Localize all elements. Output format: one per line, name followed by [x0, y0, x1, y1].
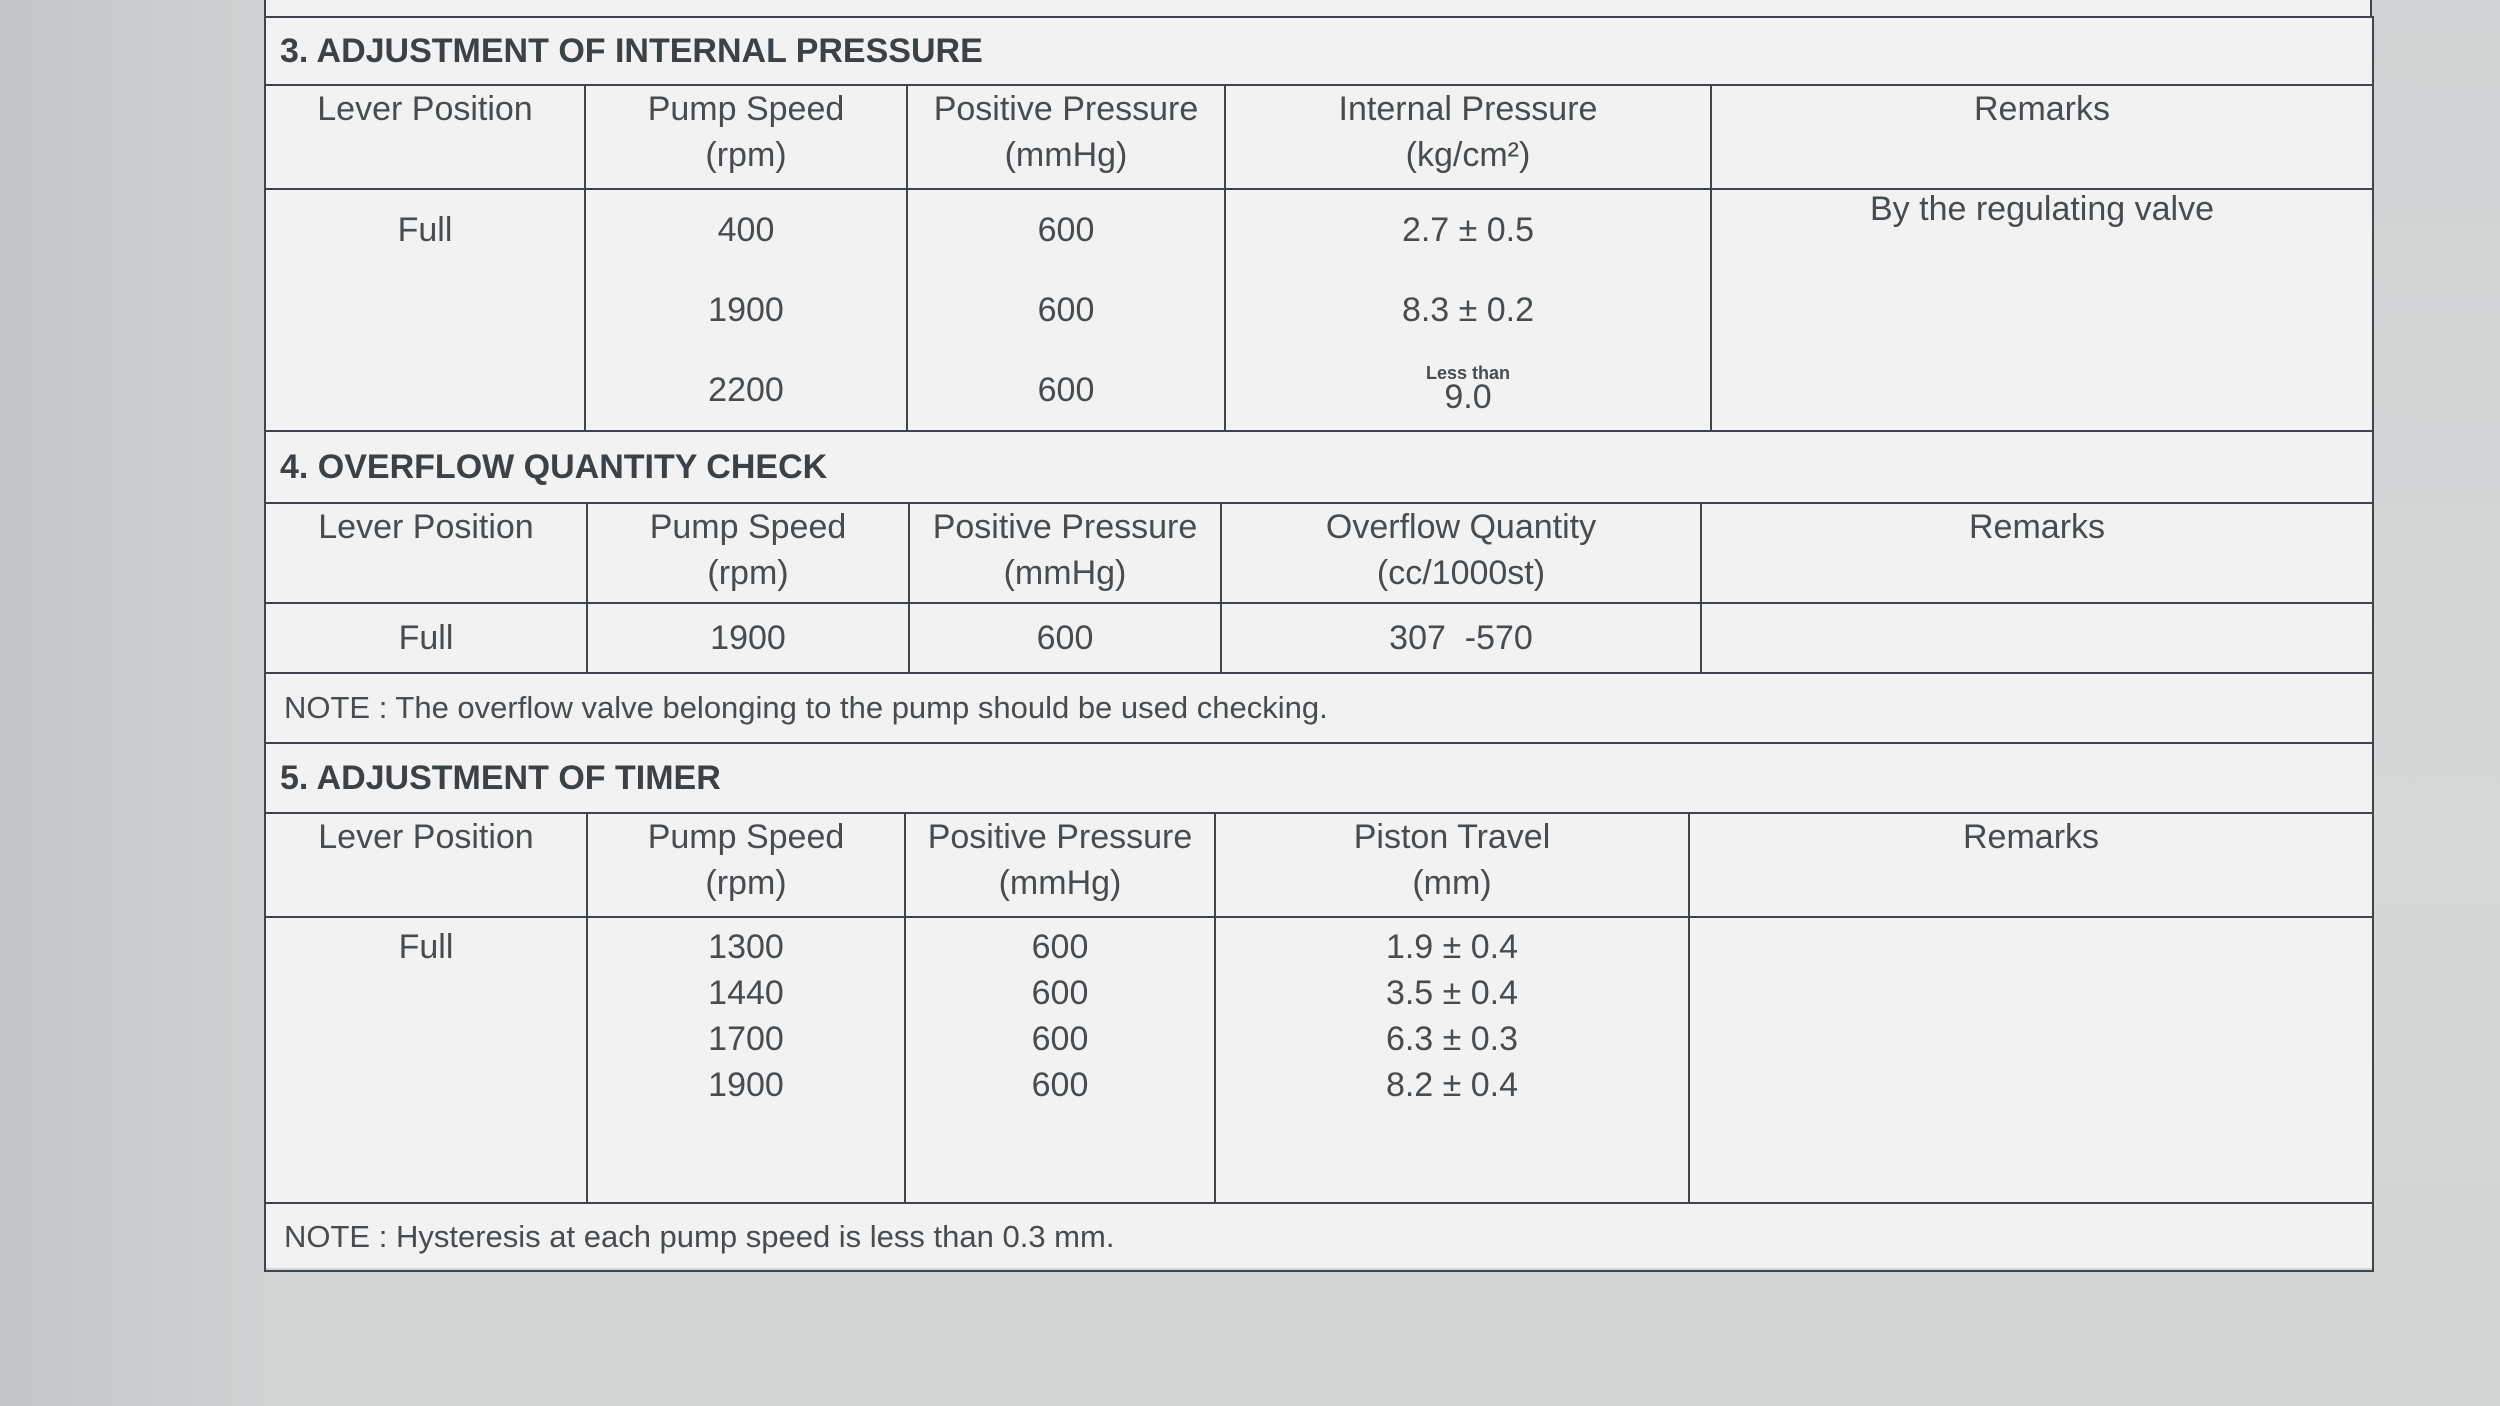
positive-pressure-value: 600 — [1031, 928, 1089, 966]
header-pump-speed: Pump Speed (rpm) — [585, 85, 907, 189]
piston-travel-value: 6.3 ± 0.3 — [1385, 1020, 1519, 1058]
section-4-header-row — [265, 503, 2373, 603]
cell-lever: Full — [265, 603, 587, 673]
header-pump-speed: Pump Speed (rpm) — [587, 813, 905, 917]
cell-remark: By the regulating valve — [1711, 189, 2373, 431]
cell-lever: Full — [265, 189, 585, 431]
header-remarks: Remarks — [1701, 503, 2373, 603]
cell-pump-speeds — [585, 189, 907, 431]
internal-pressure-value: 2.7 ± 0.5 — [1401, 211, 1535, 249]
pump-speed-value: 1440 — [708, 974, 784, 1012]
cell-internal-pressures — [1225, 189, 1711, 431]
pump-speed-value: 1300 — [708, 928, 784, 966]
cell-positive-pressures — [905, 917, 1215, 1203]
pump-speed-value: 2200 — [708, 371, 784, 409]
section-3-data-row — [265, 189, 2373, 431]
section-5-header-row — [265, 813, 2373, 917]
header-positive-pressure: Positive Pressure (mmHg) — [909, 503, 1221, 603]
header-pump-speed: Pump Speed (rpm) — [587, 503, 909, 603]
cell-positive-pressures — [907, 189, 1225, 431]
header-lever-position: Lever Position — [265, 85, 585, 189]
header-positive-pressure: Positive Pressure (mmHg) — [905, 813, 1215, 917]
header-overflow-quantity: Overflow Quantity (cc/1000st) — [1221, 503, 1701, 603]
pump-speed-value: 1900 — [708, 1066, 784, 1104]
section-3-title: 3. ADJUSTMENT OF INTERNAL PRESSURE — [265, 17, 2373, 85]
header-lever-position: Lever Position — [265, 813, 587, 917]
positive-pressure-value: 600 — [1031, 974, 1089, 1012]
positive-pressure-value: 600 — [1037, 291, 1095, 329]
positive-pressure-value: 600 — [1037, 371, 1095, 409]
header-positive-pressure: Positive Pressure (mmHg) — [907, 85, 1225, 189]
cell-remark — [1701, 603, 2373, 673]
cell-remark — [1689, 917, 2373, 1203]
section-5-table — [264, 742, 2374, 1272]
section-4-title: 4. OVERFLOW QUANTITY CHECK — [265, 431, 2373, 503]
header-piston-travel: Piston Travel (mm) — [1215, 813, 1689, 917]
internal-pressure-value: 9.0 — [1444, 378, 1492, 416]
header-internal-pressure: Internal Pressure (kg/cm²) — [1225, 85, 1711, 189]
cell-positive-pressure: 600 — [909, 603, 1221, 673]
cell-piston-travels — [1215, 917, 1689, 1203]
pump-speed-value: 1900 — [708, 291, 784, 329]
piston-travel-value: 8.2 ± 0.4 — [1385, 1066, 1519, 1104]
background-left — [0, 0, 264, 1406]
section-4-data-row — [265, 603, 2373, 673]
positive-pressure-value: 600 — [1037, 211, 1095, 249]
internal-pressure-value: 8.3 ± 0.2 — [1401, 291, 1535, 329]
header-remarks: Remarks — [1711, 85, 2373, 189]
cell-overflow-quantity: 307 -570 — [1221, 603, 1701, 673]
positive-pressure-value: 600 — [1031, 1066, 1089, 1104]
section-5-title: 5. ADJUSTMENT OF TIMER — [265, 743, 2373, 813]
header-lever-position: Lever Position — [265, 503, 587, 603]
positive-pressure-value: 600 — [1031, 1020, 1089, 1058]
cell-lever: Full — [265, 917, 587, 1203]
cell-pump-speed: 1900 — [587, 603, 909, 673]
section-5-note: NOTE : Hysteresis at each pump speed is less than 0.3 mm. — [265, 1203, 2373, 1271]
pump-speed-value: 400 — [717, 211, 775, 249]
piston-travel-value: 1.9 ± 0.4 — [1385, 928, 1519, 966]
less-than-label: Less than — [1425, 363, 1511, 383]
section-4-note: NOTE : The overflow valve belonging to the pump should be used checking. — [265, 673, 2373, 743]
pump-speed-value: 1700 — [708, 1020, 784, 1058]
section-3-table — [264, 16, 2374, 432]
section-3-header-row — [265, 85, 2373, 189]
header-remarks: Remarks — [1689, 813, 2373, 917]
previous-table-edge — [264, 0, 2372, 16]
piston-travel-value: 3.5 ± 0.4 — [1385, 974, 1519, 1012]
section-5-data-row — [265, 917, 2373, 1203]
section-4-table — [264, 430, 2374, 744]
cell-pump-speeds — [587, 917, 905, 1203]
